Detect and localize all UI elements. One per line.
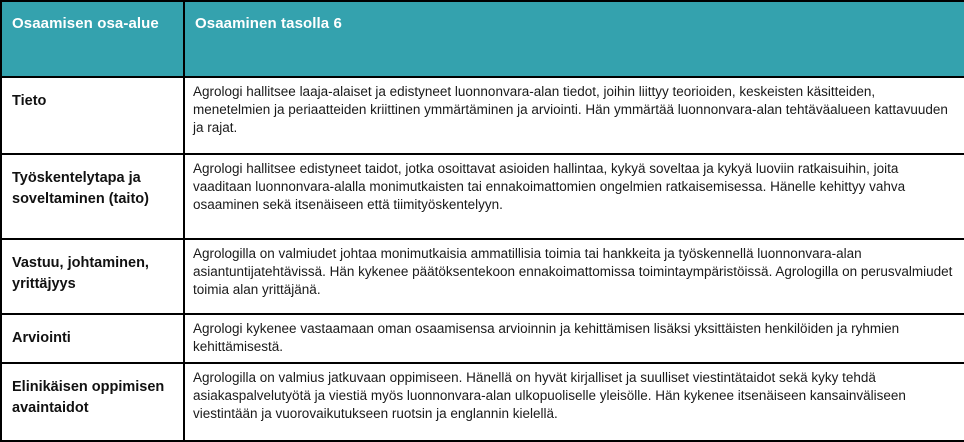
row-description: Agrologilla on valmiudet johtaa monimutkaisia ammatillisia toimia tai hankkeita ja työskennellä luonnonvara-alan asiantuntijatehtävissä. Hän kykenee päätöksentekoon ennakoimattomissa toimintaympäristöissä. Agrologilla on perusvalmiudet toimia alan yrittäjänä.: [184, 239, 964, 314]
row-area-label: Elinikäisen oppimisen avaintaidot: [1, 363, 184, 441]
table-row-tyoskentelytapa: [1, 154, 964, 239]
table-header-row: [1, 1, 964, 77]
header-cell-osaaminen-tasolla-6: Osaaminen tasolla 6: [184, 1, 964, 77]
table-row-arviointi: [1, 314, 964, 363]
table-row-tieto: [1, 77, 964, 154]
row-description: Agrologi hallitsee edistyneet taidot, jotka osoittavat asioiden hallintaa, kykyä soveltaa ja kykyä luoviin ratkaisuihin, joita vaaditaan luonnonvara-alalla monimutkaisten tai ennakoimattomien ongelmien ratkaisemisessa. Hänelle kehittyy vahva osaaminen sekä itsenäiseen että tiimityöskentelyyn.: [184, 154, 964, 239]
row-description: Agrologi kykenee vastaamaan oman osaamisensa arvioinnin ja kehittämisen lisäksi yksittäisten henkilöiden ja ryhmien kehittämisestä.: [184, 314, 964, 363]
row-area-label: Arviointi: [1, 314, 184, 363]
header-cell-osaamisen-osa-alue: Osaamisen osa-alue: [1, 1, 184, 77]
row-area-label: Työskentelytapa ja soveltaminen (taito): [1, 154, 184, 239]
row-area-label: Tieto: [1, 77, 184, 154]
table-row-vastuu: [1, 239, 964, 314]
row-area-label: Vastuu, johtaminen, yrittäjyys: [1, 239, 184, 314]
table-row-elinikaisen-oppimisen: [1, 363, 964, 441]
row-description: Agrologilla on valmius jatkuvaan oppimiseen. Hänellä on hyvät kirjalliset ja suulliset viestintätaidot sekä kyky tehdä asiakaspalvelutyötä ja viestiä myös luonnonvara-alan ulkopuoliselle yleisölle. Hän kykenee itsenäiseen kansainväliseen viestintään ja vuorovaikutukseen ruotsin ja englannin kielellä.: [184, 363, 964, 441]
row-description: Agrologi hallitsee laaja-alaiset ja edistyneet luonnonvara-alan tiedot, joihin liittyy teorioiden, keskeisten käsitteiden, menetelmien ja periaatteiden kriittinen ymmärtäminen ja arviointi. Hän ymmärtää luonnonvara-alan tehtäväalueen kattavuuden ja rajat.: [184, 77, 964, 154]
